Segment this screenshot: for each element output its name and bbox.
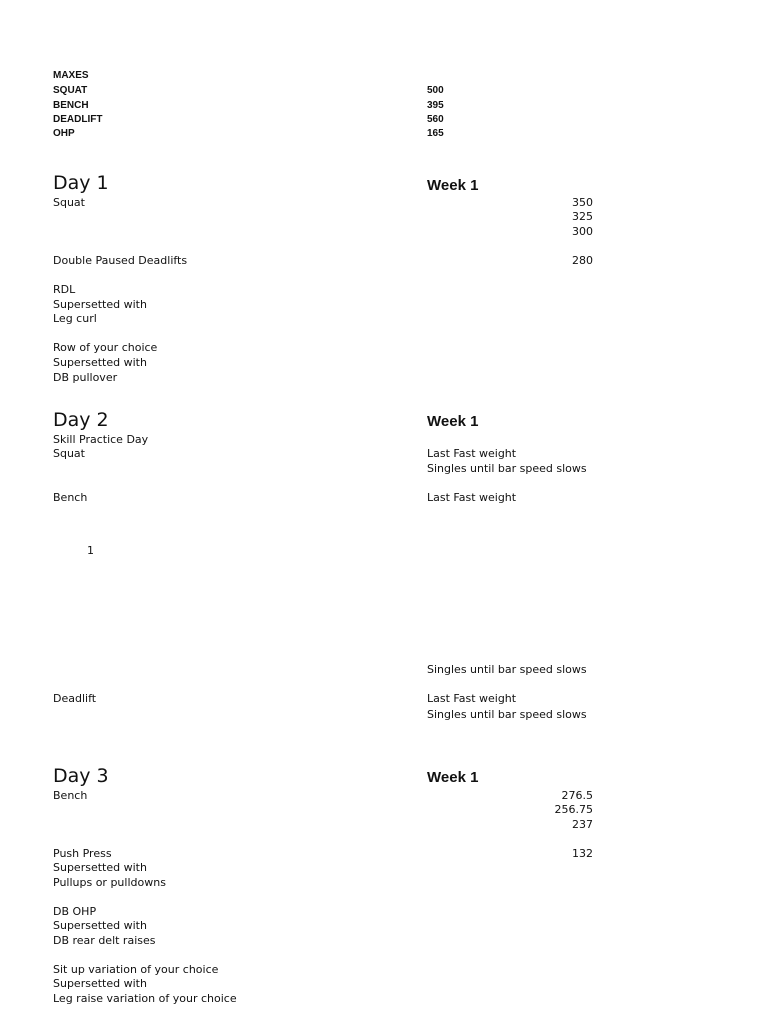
- day3-situp-superset: Supersetted with: [53, 977, 147, 990]
- day2-bench-fast-weight: Last Fast weight: [427, 491, 517, 504]
- day2-squat-singles: Singles until bar speed slows: [427, 462, 587, 475]
- page-number: 1: [87, 544, 94, 557]
- day2-deadlift: Deadlift: [53, 692, 97, 705]
- day1-squat-weight-1: 350: [572, 196, 593, 209]
- day1-row: Row of your choice: [53, 341, 158, 354]
- deadlift-max-value: 560: [427, 114, 444, 125]
- day2-deadlift-fast-weight: Last Fast weight: [427, 692, 517, 705]
- day3-db-ohp: DB OHP: [53, 905, 97, 918]
- day3-push-press-weight: 132: [572, 847, 593, 860]
- maxes-title: MAXES: [53, 70, 89, 81]
- day1-squat-weight-2: 325: [572, 210, 593, 223]
- squat-max-label: SQUAT: [53, 85, 88, 96]
- bench-max-label: BENCH: [53, 100, 89, 111]
- day1-dpd-weight: 280: [572, 254, 593, 267]
- day3-title: Day 3: [53, 765, 109, 787]
- day2-title: Day 2: [53, 409, 109, 431]
- day1-leg-curl: Leg curl: [53, 312, 97, 325]
- ohp-max-value: 165: [427, 128, 444, 139]
- day1-dpd: Double Paused Deadlifts: [53, 254, 188, 267]
- day1-title: Day 1: [53, 172, 109, 194]
- day3-bench: Bench: [53, 789, 88, 802]
- day1-squat: Squat: [53, 196, 85, 209]
- day1-squat-weight-3: 300: [572, 225, 593, 238]
- day2-deadlift-singles: Singles until bar speed slows: [427, 708, 587, 721]
- day3-rear-delt: DB rear delt raises: [53, 934, 156, 947]
- day3-db-ohp-superset: Supersetted with: [53, 919, 147, 932]
- day1-week: Week 1: [427, 177, 479, 194]
- day2-bench-singles: Singles until bar speed slows: [427, 663, 587, 676]
- bench-max-value: 395: [427, 100, 444, 111]
- day3-week: Week 1: [427, 769, 479, 786]
- day2-bench: Bench: [53, 491, 88, 504]
- day3-bench-weight-2: 256.75: [554, 803, 593, 816]
- day2-squat: Squat: [53, 447, 85, 460]
- ohp-max-label: OHP: [53, 128, 75, 139]
- day1-rdl-superset: Supersetted with: [53, 298, 147, 311]
- squat-max-value: 500: [427, 85, 444, 96]
- day3-push-press: Push Press: [53, 847, 112, 860]
- day3-push-press-superset: Supersetted with: [53, 861, 147, 874]
- day2-squat-fast-weight: Last Fast weight: [427, 447, 517, 460]
- day2-week: Week 1: [427, 413, 479, 430]
- day1-rdl: RDL: [53, 283, 76, 296]
- day1-row-superset: Supersetted with: [53, 356, 147, 369]
- day3-pullups: Pullups or pulldowns: [53, 876, 166, 889]
- day1-db-pullover: DB pullover: [53, 371, 118, 384]
- day3-bench-weight-1: 276.5: [561, 789, 593, 802]
- day3-situp: Sit up variation of your choice: [53, 963, 219, 976]
- day3-bench-weight-3: 237: [572, 818, 593, 831]
- day2-skill-practice: Skill Practice Day: [53, 433, 149, 446]
- day3-leg-raise: Leg raise variation of your choice: [53, 992, 237, 1005]
- deadlift-max-label: DEADLIFT: [53, 114, 103, 125]
